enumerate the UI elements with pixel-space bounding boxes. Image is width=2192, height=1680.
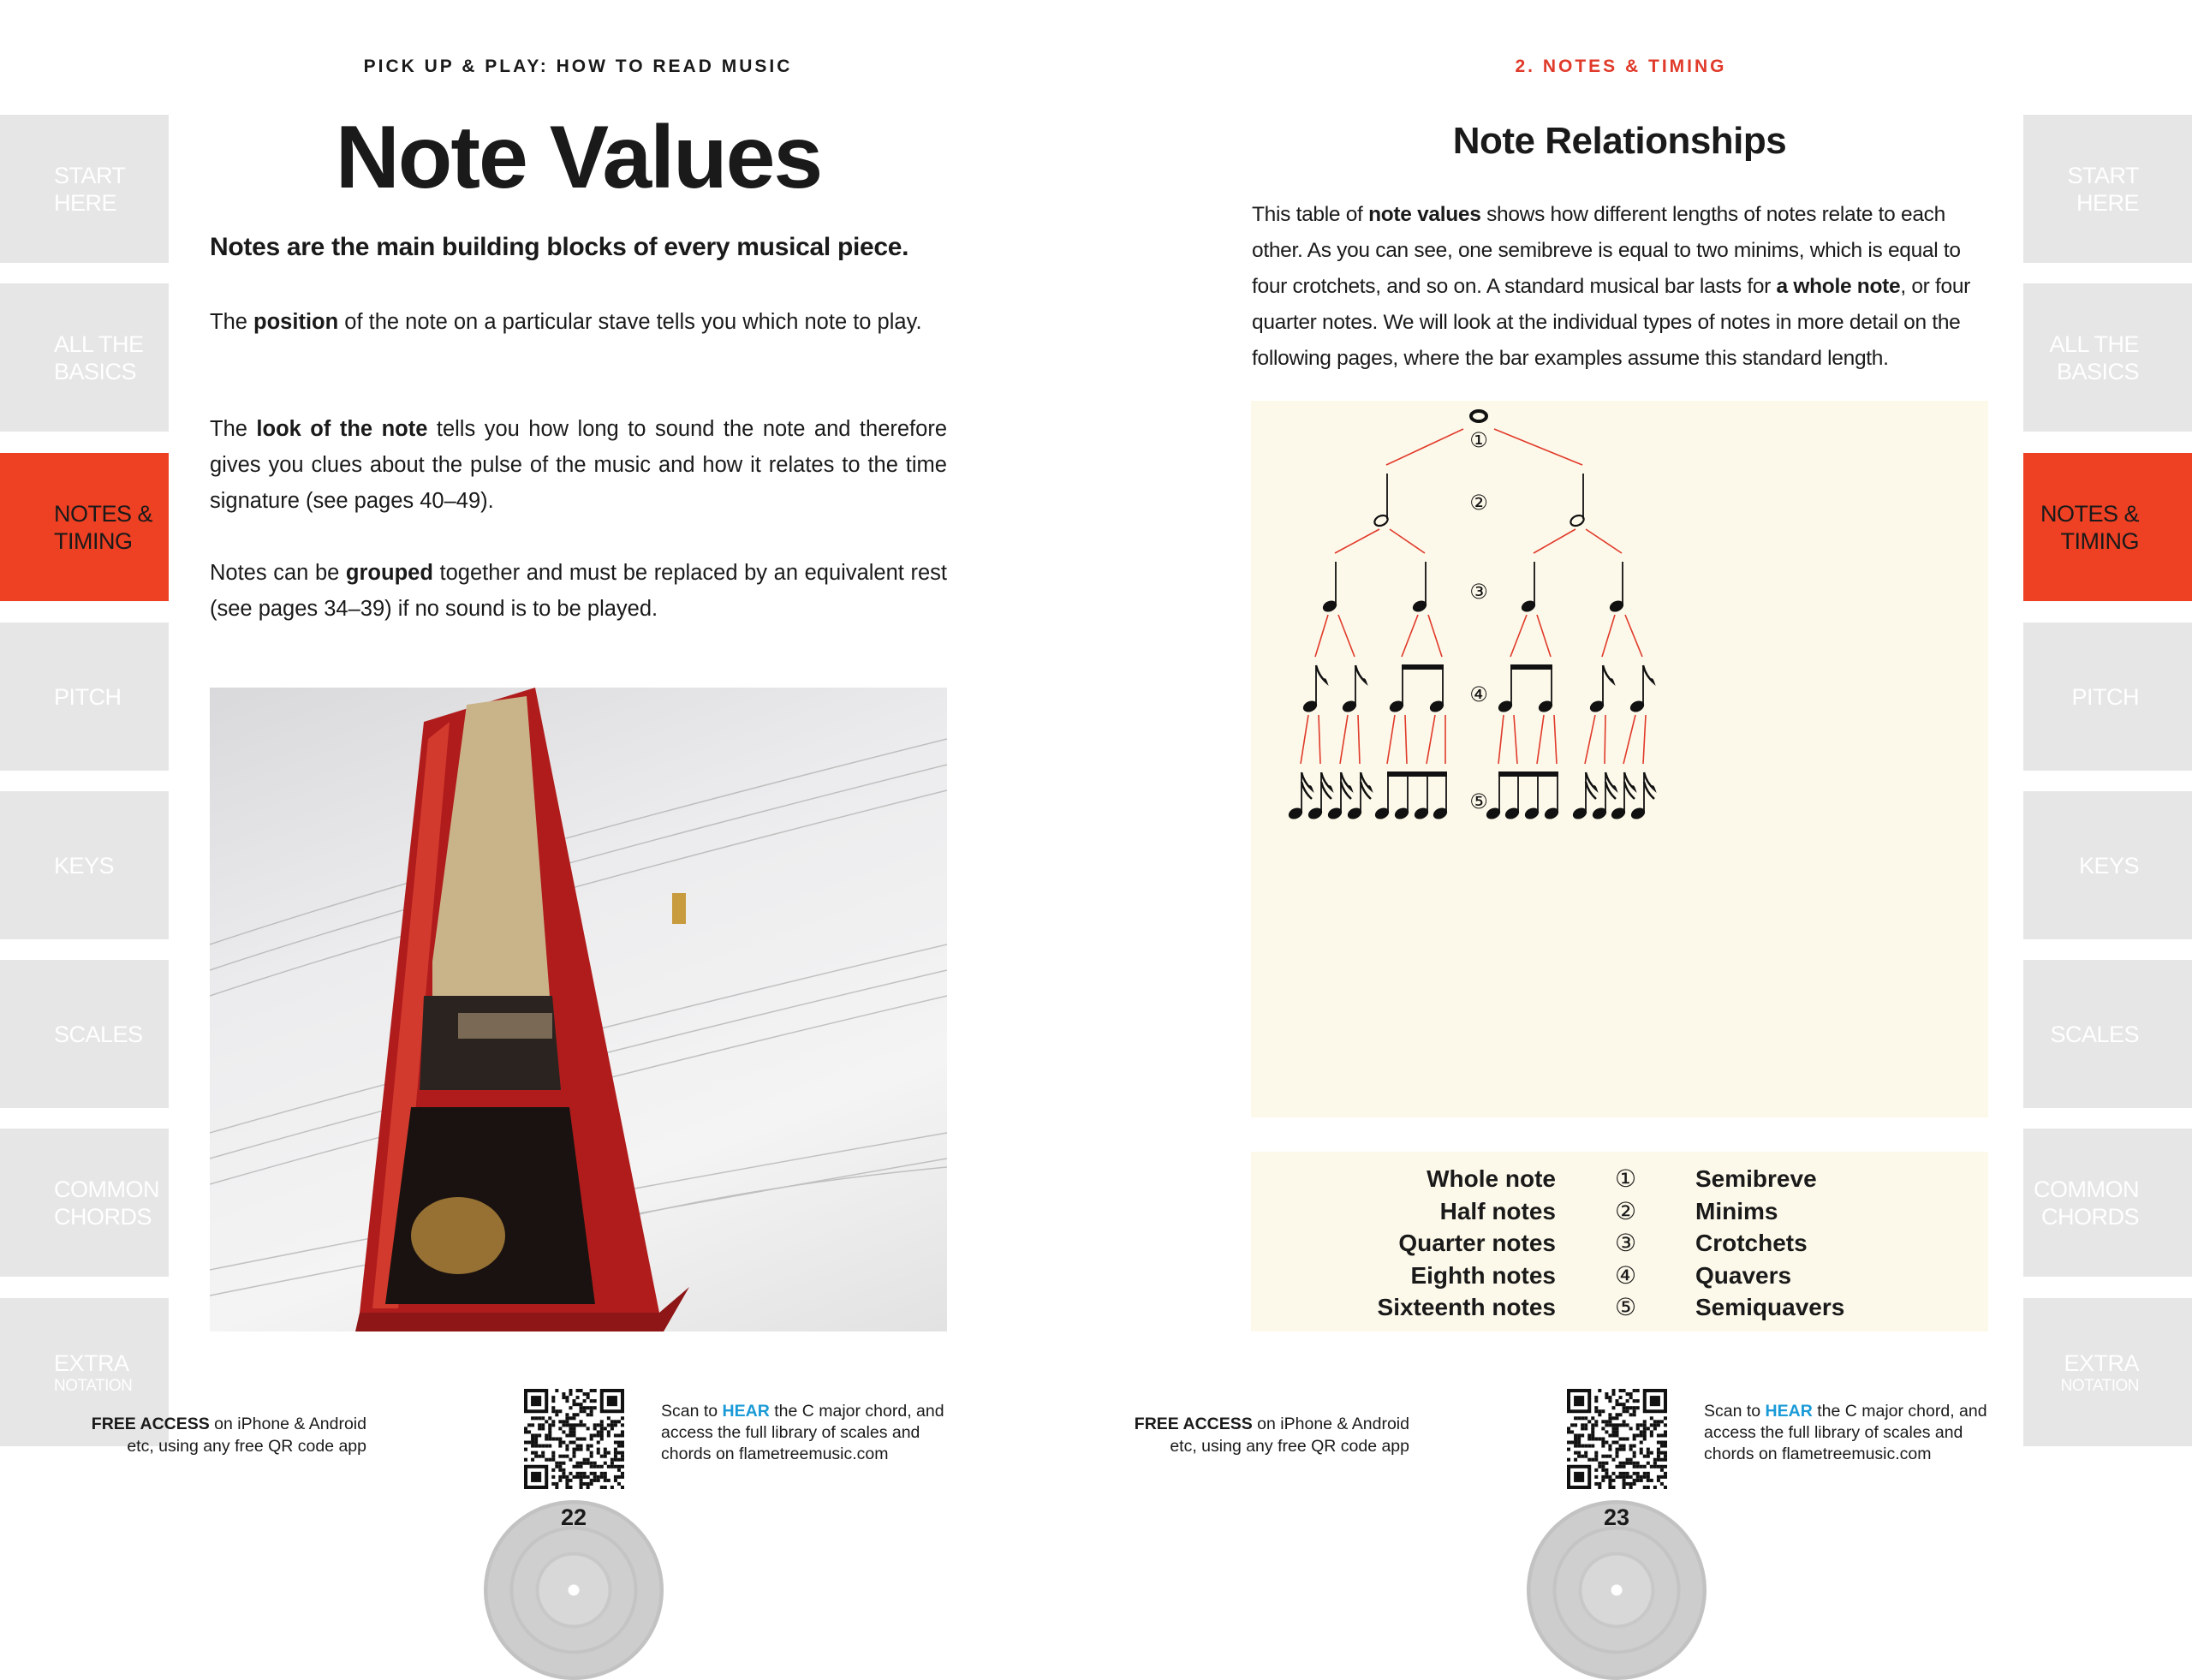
text: of the note on a particular stave tells you which note to play. [338, 310, 922, 334]
note-beam [1498, 771, 1558, 777]
text: etc, using any free QR code app [127, 1437, 366, 1456]
tab-start-here[interactable] [2023, 115, 2192, 263]
tree-connector-line [1387, 715, 1395, 764]
note-flag [1643, 665, 1653, 682]
text: shows how different lengths of notes relate to each other. As you can see, one semibreve is equal to two minims, which is equal to four crotchets, and so on. A standard musical bar lasts for [1252, 203, 1961, 298]
legend-row [1251, 1227, 1988, 1260]
legend-row [1251, 1195, 1988, 1228]
uk-name: Crotchets [1695, 1230, 1808, 1256]
note-beam [1402, 664, 1444, 670]
tab-label: NOTATION [2060, 1376, 2139, 1395]
tree-connector-line [1510, 615, 1527, 657]
legend-row [1251, 1260, 1988, 1292]
tree-connector-line [1340, 715, 1348, 764]
tab-common-chords[interactable] [2023, 1129, 2192, 1277]
bold-text: note values [1368, 203, 1481, 226]
tab-pitch[interactable] [0, 623, 169, 771]
tab-label: TIMING [54, 527, 133, 554]
tab-label: EXTRA [54, 1349, 129, 1376]
tab-label: CHORDS [54, 1203, 152, 1230]
running-head-left: PICK UP & PLAY: HOW TO READ MUSIC [363, 57, 793, 76]
text: chords on flametreemusic.com [661, 1445, 889, 1463]
tree-connector-line [1358, 715, 1360, 764]
scan-text [661, 1401, 944, 1465]
tab-scales[interactable] [0, 960, 169, 1108]
tab-pitch[interactable] [2023, 623, 2192, 771]
tree-connector-line [1643, 715, 1646, 764]
text: the C major chord, and [769, 1402, 944, 1421]
legend-number: ④ [1614, 1261, 1637, 1289]
legend-number: ② [1614, 1197, 1637, 1224]
free-access-text [92, 1413, 366, 1457]
text: access the full library of scales and [1704, 1423, 1963, 1442]
tab-all-the-basics[interactable] [0, 283, 169, 432]
text: Notes can be [210, 561, 346, 585]
note-flag [1603, 665, 1613, 682]
tab-label: NOTES & [2040, 500, 2139, 527]
tab-notes-timing[interactable] [0, 453, 169, 601]
uk-name: Semibreve [1695, 1165, 1817, 1192]
tab-label: SCALES [2050, 1021, 2139, 1047]
level-marker: ③ [1469, 580, 1488, 604]
tree-connector-line [1554, 715, 1557, 764]
tree-connector-line [1586, 529, 1622, 553]
bold-text: look of the note [256, 417, 428, 441]
level-marker: ④ [1469, 682, 1488, 706]
text: etc, using any free QR code app [1170, 1437, 1409, 1456]
tab-label: NOTATION [54, 1376, 133, 1395]
note-flag [1355, 665, 1366, 682]
level-marker: ① [1469, 428, 1488, 452]
tab-label: COMMON [2034, 1176, 2139, 1202]
tab-keys[interactable] [2023, 791, 2192, 939]
note-tree-diagram [1251, 401, 1988, 1117]
tab-label: PITCH [2071, 683, 2139, 710]
legend-row [1251, 1291, 1988, 1324]
tree-connector-line [1405, 715, 1407, 764]
intro-paragraph [1252, 197, 1997, 377]
tab-label: ALL THE [54, 331, 144, 357]
legend-number: ① [1614, 1165, 1637, 1192]
tab-label: PITCH [54, 683, 122, 710]
tab-common-chords[interactable] [0, 1129, 169, 1277]
level-marker: ⑤ [1469, 789, 1488, 813]
tree-connector-line [1315, 615, 1328, 657]
text: Scan to [661, 1402, 723, 1421]
tree-connector-line [1319, 715, 1320, 764]
note-beam [1387, 771, 1447, 777]
us-name: Eighth notes [1410, 1261, 1556, 1289]
tab-keys[interactable] [0, 791, 169, 939]
text: tells you how long to sound the note and therefore gives you clues about the pulse of the music and how it relates to the time signature (see pages 40–49). [210, 417, 947, 513]
legend-number: ③ [1614, 1230, 1637, 1256]
legend-number: ⑤ [1614, 1294, 1637, 1320]
uk-name: Semiquavers [1695, 1294, 1845, 1320]
paragraph-grouped [210, 555, 947, 627]
tree-connector-line [1514, 715, 1517, 764]
footer-right [1043, 1370, 1987, 1576]
tree-connector-line [1494, 429, 1582, 465]
tree-connector-line [1428, 615, 1442, 657]
tab-label: START [54, 162, 126, 188]
qr-code[interactable] [524, 1389, 624, 1489]
tab-label: CHORDS [2040, 1203, 2139, 1230]
tab-label: HERE [2076, 189, 2139, 216]
qr-code[interactable] [1567, 1389, 1667, 1489]
text: chords on flametreemusic.com [1704, 1445, 1932, 1463]
us-name: Quarter notes [1398, 1230, 1556, 1256]
tree-connector-line [1335, 529, 1379, 553]
text: on iPhone & Android [1252, 1415, 1409, 1433]
text: access the full library of scales and [661, 1423, 920, 1442]
us-name: Sixteenth notes [1377, 1294, 1556, 1320]
tab-label: SCALES [54, 1021, 143, 1047]
tree-connector-line [1625, 615, 1642, 657]
tab-label: TIMING [2060, 527, 2139, 554]
lead-text: Notes are the main building blocks of every musical piece. [210, 233, 909, 261]
page-number: 22 [560, 1504, 587, 1530]
note-tree-svg [1251, 401, 1988, 1117]
hear-highlight: HEAR [722, 1402, 770, 1421]
text: on iPhone & Android [209, 1415, 366, 1433]
page-number: 23 [1603, 1504, 1630, 1530]
uk-name: Minims [1695, 1197, 1778, 1224]
text: The [210, 310, 254, 334]
tab-scales[interactable] [2023, 960, 2192, 1108]
tree-connector-line [1534, 529, 1576, 553]
bold-text: a whole note [1776, 275, 1901, 298]
tree-connector-line [1427, 715, 1435, 764]
metronome-photo [210, 688, 947, 1331]
legend-row [1251, 1163, 1988, 1195]
paragraph-look [210, 411, 947, 519]
tab-extra-notation[interactable] [2023, 1298, 2192, 1446]
uk-name: Quavers [1695, 1261, 1792, 1289]
scan-text [1704, 1401, 1987, 1465]
tab-label: BASICS [54, 358, 137, 384]
text: the C major chord, and [1812, 1402, 1987, 1421]
text: This table of [1252, 203, 1369, 226]
tab-label: ALL THE [2049, 331, 2139, 357]
tree-connector-line [1338, 615, 1355, 657]
section-title: Note Relationships [1452, 120, 1787, 162]
tab-label: HERE [54, 189, 117, 216]
tree-connector-line [1623, 715, 1635, 764]
tree-connector-line [1537, 615, 1551, 657]
tab-start-here[interactable] [0, 115, 169, 263]
tree-connector-line [1386, 429, 1463, 465]
tab-label: KEYS [54, 852, 115, 879]
us-name: Half notes [1439, 1197, 1556, 1224]
tab-label: KEYS [2078, 852, 2139, 879]
tab-label: EXTRA [2064, 1349, 2139, 1376]
tree-connector-line [1498, 715, 1504, 764]
text: , or four quarter notes. We will look at the individual types of notes in more detail on the following pages, where the bar examples assume this standard length. [1252, 275, 1971, 370]
running-head-right: 2. NOTES & TIMING [1515, 57, 1727, 76]
whole-note-icon [1471, 411, 1486, 421]
note-flag [1316, 665, 1326, 682]
text: together and must be replaced by an equivalent rest (see pages 34–39) if no sound is to be played. [210, 561, 947, 621]
bold-text: FREE ACCESS [1134, 1415, 1253, 1433]
tab-label: BASICS [2056, 358, 2139, 384]
tree-connector-line [1585, 715, 1595, 764]
tree-connector-line [1537, 715, 1544, 764]
tab-notes-timing[interactable] [2023, 453, 2192, 601]
tree-connector-line [1402, 615, 1418, 657]
tab-label: COMMON [54, 1176, 159, 1202]
metronome-illustration [210, 688, 947, 1331]
bold-text: position [253, 310, 339, 334]
note-legend [1251, 1152, 1988, 1331]
tab-all-the-basics[interactable] [2023, 283, 2192, 432]
free-access-text [1135, 1413, 1409, 1457]
bold-text: FREE ACCESS [91, 1415, 210, 1433]
level-marker: ② [1469, 491, 1488, 515]
hear-highlight: HEAR [1765, 1402, 1813, 1421]
paragraph-position [210, 304, 947, 340]
tab-label: START [2067, 162, 2139, 188]
tree-connector-line [1301, 715, 1308, 764]
text: The [210, 417, 257, 441]
tree-connector-line [1390, 529, 1425, 553]
tree-connector-line [1602, 615, 1615, 657]
footer-left [0, 1370, 944, 1576]
note-beam [1510, 664, 1552, 670]
page-title: Note Values [335, 108, 822, 207]
us-name: Whole note [1427, 1165, 1556, 1192]
text: Scan to [1704, 1402, 1766, 1421]
bold-text: grouped [345, 561, 433, 585]
tab-label: NOTES & [54, 500, 153, 527]
